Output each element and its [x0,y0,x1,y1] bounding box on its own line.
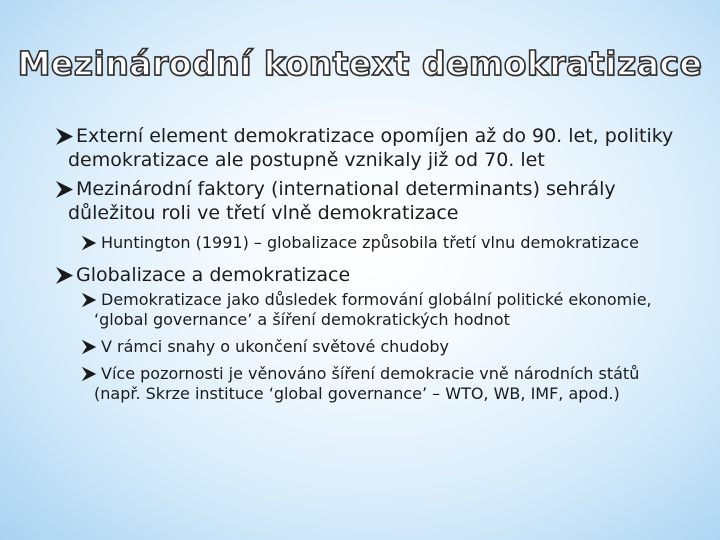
bullet-text: Více pozornosti je věnováno šíření demokracie vně národních států (např. Skrze instituce ‘global governance’ – WTO, WB, IMF, apod.) [94,364,640,403]
slide-title: Mezinárodní kontext demokratizace [17,44,703,83]
bullet-text: Huntington (1991) – globalizace způsobila třetí vlnu demokratizace [101,233,639,252]
arrow-bullet-icon [55,127,74,146]
sub-bullet-item [81,337,675,357]
arrow-bullet-icon [81,292,97,308]
arrow-bullet-icon [55,180,74,199]
bullet-list [55,124,675,413]
bullet-text: Globalizace a demokratizace [76,264,351,286]
arrow-bullet-icon [81,366,97,382]
bullet-text: V rámci snahy o ukončení světové chudoby [101,337,450,356]
arrow-bullet-icon [81,235,97,251]
sub-bullet-item [81,233,675,253]
bullet-item [55,263,675,287]
bullet-text: Demokratizace jako důsledek formování globální politické ekonomie, ‘global governance’ a šíření demokratických hodnot [94,290,652,329]
bullet-text: Externí element demokratizace opomíjen až do 90. let, politiky demokratizace ale postupně vznikaly již od 70. let [68,125,674,171]
arrow-bullet-icon [81,339,97,355]
bullet-item [55,124,675,172]
bullet-item [55,177,675,225]
arrow-bullet-icon [55,266,74,285]
bullet-text: Mezinárodní faktory (international determinants) sehrály důležitou roli ve třetí vlně demokratizace [68,178,616,224]
sub-bullet-item [81,290,675,330]
sub-bullet-item [81,364,675,404]
